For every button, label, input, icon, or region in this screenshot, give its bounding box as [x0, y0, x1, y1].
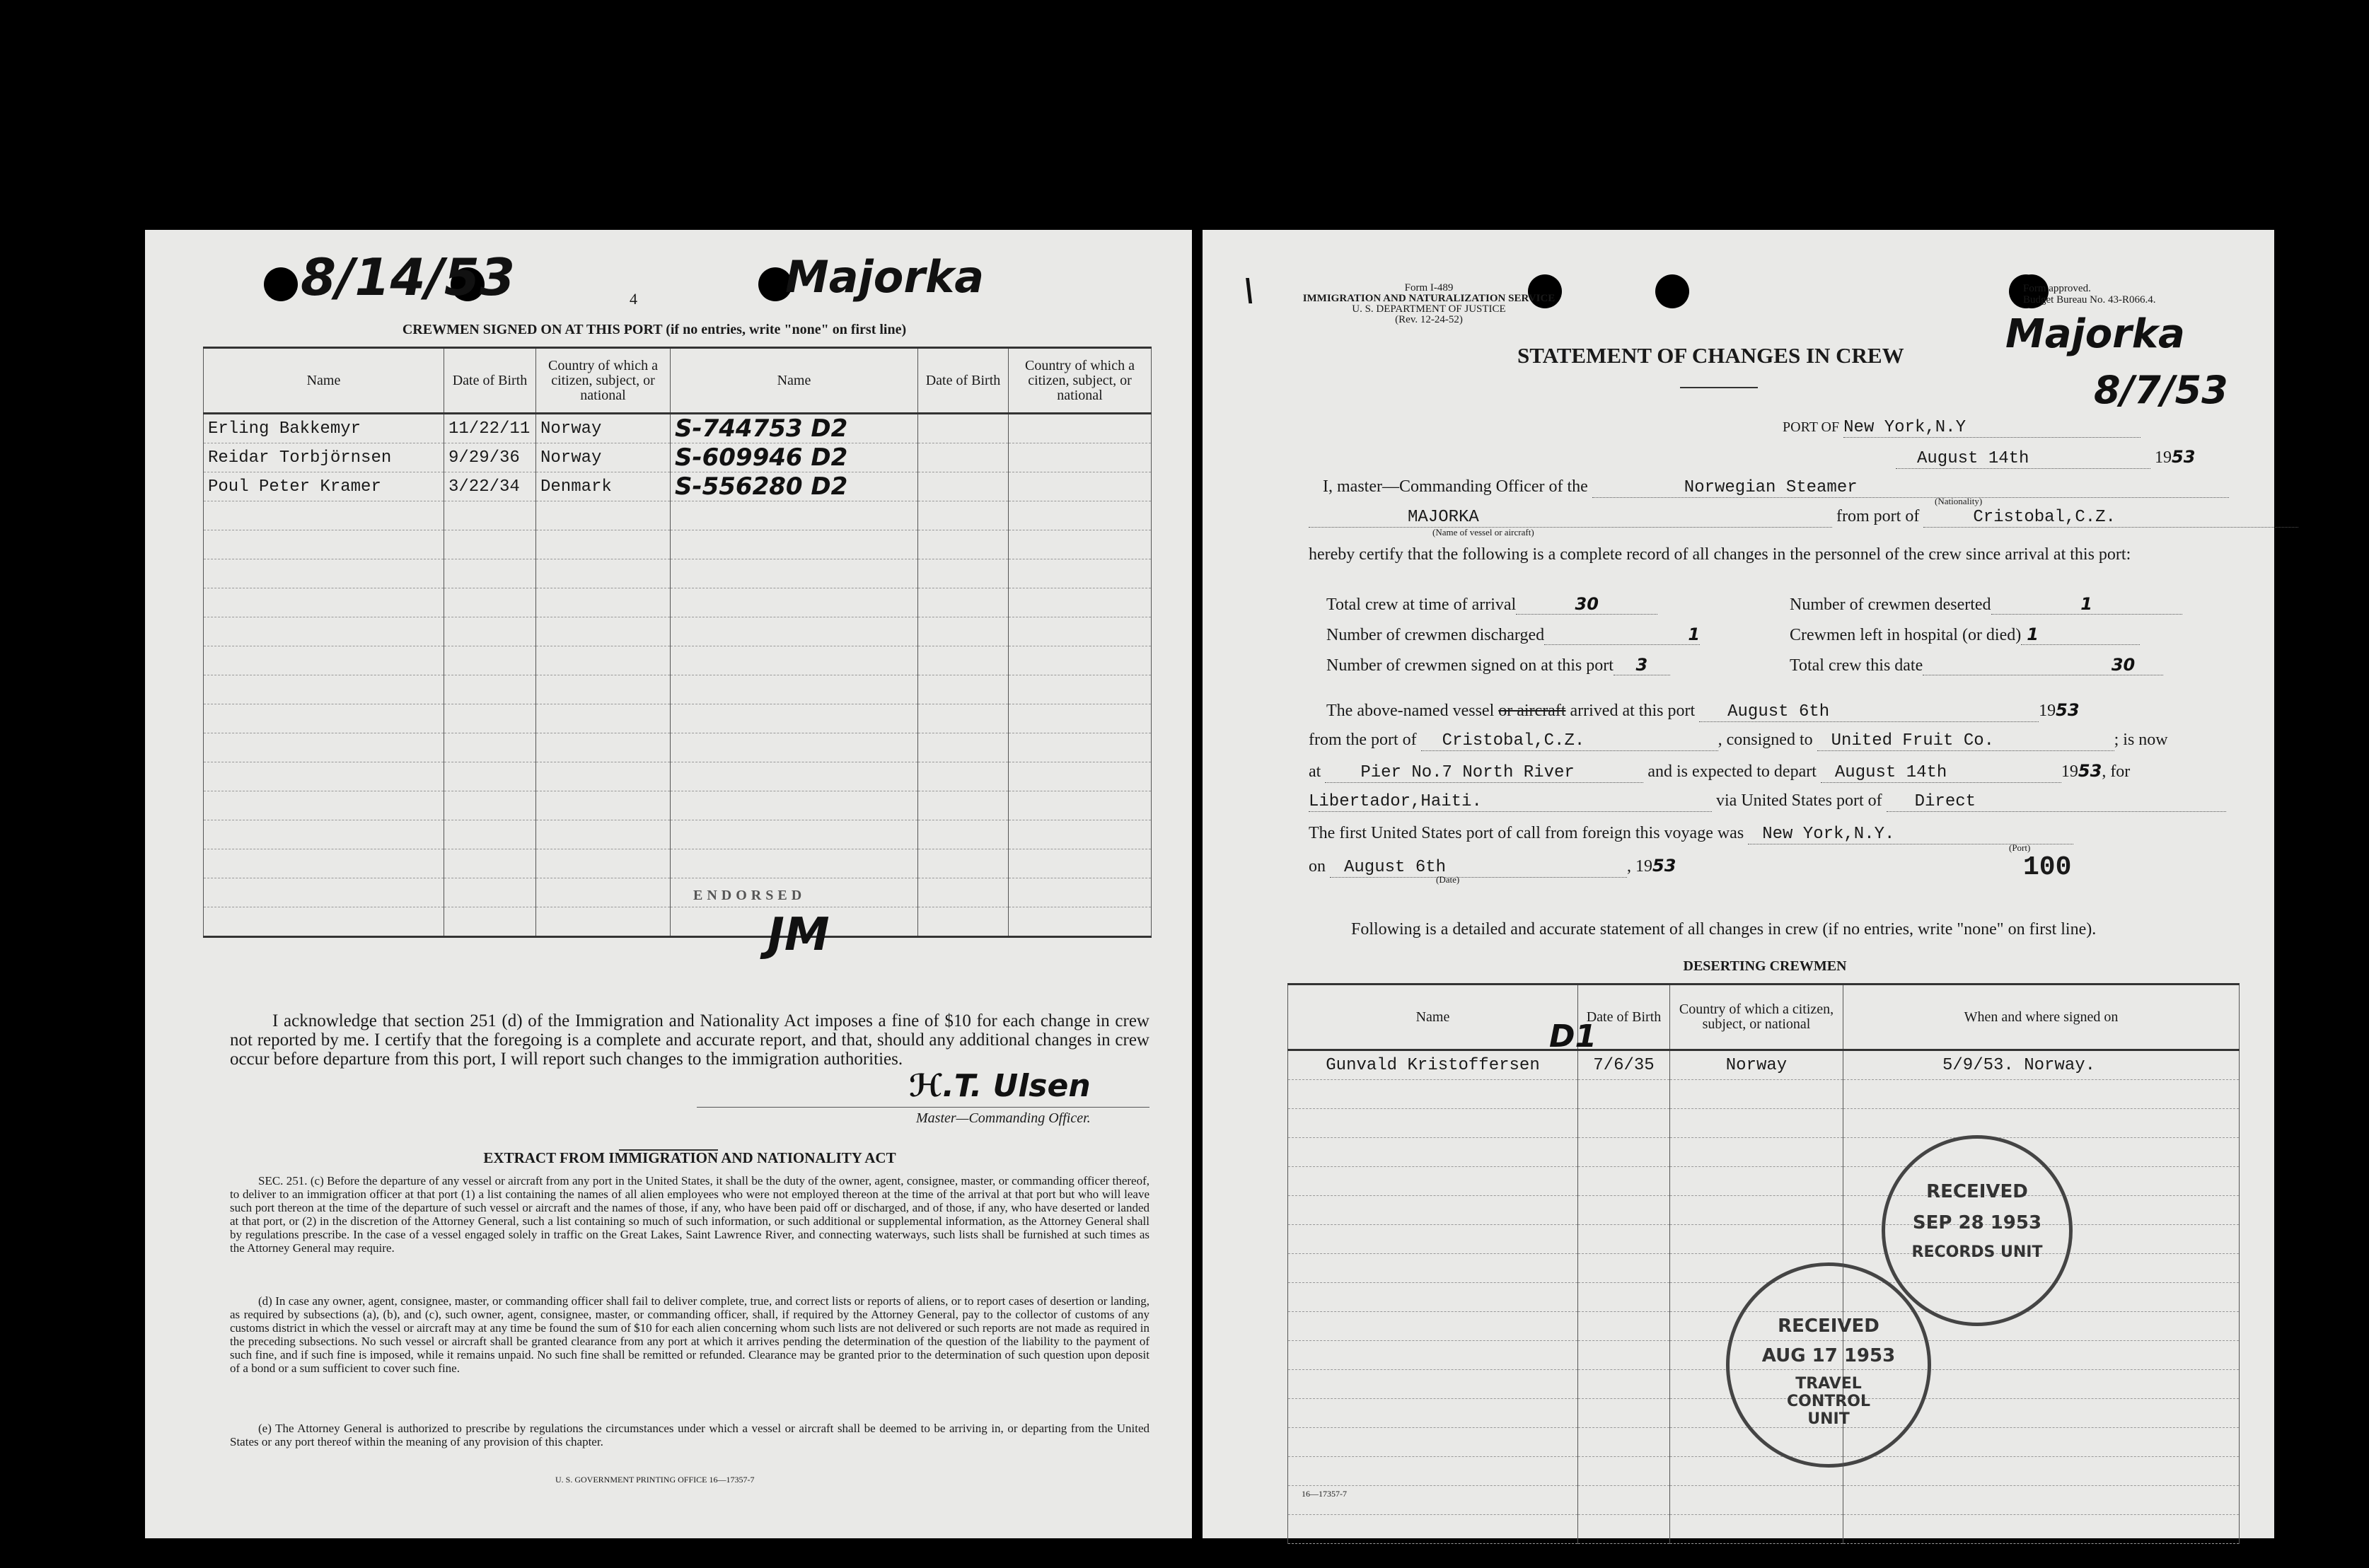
- crew-note: S-556280 D2: [671, 472, 918, 501]
- depart-year: 53: [2078, 761, 2102, 781]
- nationality-value: Norwegian Steamer: [1592, 478, 2229, 498]
- stat-signed-on: Number of crewmen signed on at this port 3: [1326, 655, 1670, 675]
- report-year: 53: [2172, 447, 2196, 467]
- destination: Libertador,Haiti.: [1309, 792, 1712, 812]
- master-signature: ℋ.T. Ulsen: [909, 1068, 1091, 1104]
- form-title: STATEMENT OF CHANGES IN CREW: [1517, 343, 1904, 368]
- consignee: United Fruit Co.: [1817, 731, 2114, 751]
- crew-note: S-609946 D2: [671, 443, 918, 472]
- extract-c: SEC. 251. (c) Before the departure of any vessel or aircraft from any port in the United States, it shall be the duty of the owner, agent, consignee, master, or commanding officer thereof, to deliver to an immigration officer at that port (1) a list containing the names of all alien employees who were not employed thereon at the time of the arrival at that port but who will leave such port thereon at the time of the departure of such vessel or aircraft and the names of those, if any, who have been paid off or discharged, and of those, if any, who have deserted or landed at that port, or (2) in the discretion of the Attorney General, such a list containing so much of such information, or such additional or supplemental information, as the Attorney General shall by regulations prescribe. In the case of a vessel engaged solely in traffic on the Great Lakes, Saint Lawrence River, and connecting waterways, such lists shall be furnished at such times as the Attorney General may require.: [230, 1174, 1149, 1255]
- crew-name: Reidar Torbjörnsen: [204, 443, 444, 472]
- right-page: [1203, 230, 2274, 1538]
- stat-total-arrival: Total crew at time of arrival 30: [1326, 594, 1657, 615]
- printer-line: U. S. GOVERNMENT PRINTING OFFICE 16—17357-7: [555, 1475, 755, 1485]
- depart-date: August 14th: [1821, 763, 2061, 783]
- deserter-mark: D1: [1549, 1018, 1597, 1055]
- first-port: New York,N.Y.: [1748, 825, 2073, 844]
- deserter-signed-on: 5/9/53. Norway.: [1843, 1050, 2240, 1080]
- stat-total-now: Total crew this date 30: [1790, 655, 2163, 675]
- deserter-dob: 7/6/35: [1578, 1050, 1670, 1080]
- form-header: [1280, 283, 1577, 325]
- report-date: August 14th: [1896, 449, 2150, 469]
- deserting-title: DESERTING CREWMEN: [1683, 958, 1847, 974]
- col-country: Country of which a citizen, subject, or national: [536, 348, 671, 414]
- tick-mark: \: [1244, 272, 1256, 308]
- from-line: from the port of Cristobal,C.Z. , consigned to United Fruit Co. ; is now: [1309, 731, 2168, 750]
- port-caption: (Port): [2009, 842, 2031, 853]
- table-row: [204, 472, 1152, 501]
- col-name: Name: [204, 348, 444, 414]
- crew-dob: 11/22/11: [444, 414, 536, 443]
- section-title: CREWMEN SIGNED ON AT THIS PORT (if no entries, write "none" on first line): [402, 322, 907, 337]
- crew-country: Norway: [536, 443, 671, 472]
- from-port-value: Cristobal,C.Z.: [1421, 731, 1718, 751]
- service-name: IMMIGRATION AND NATURALIZATION SERVICE: [1302, 293, 1556, 304]
- master-line: I, master—Commanding Officer of the Norwegian Steamer: [1323, 477, 2229, 498]
- handwritten-date: 8/14/53: [301, 248, 516, 307]
- form-number: Form I-489: [1404, 282, 1454, 294]
- arrival-year: 53: [2056, 700, 2080, 720]
- extract-title: EXTRACT FROM IMMIGRATION AND NATIONALITY ACT: [483, 1149, 896, 1166]
- from-port: Cristobal,C.Z.: [1923, 508, 2298, 528]
- nationality-label: (Nationality): [1935, 496, 1983, 506]
- punch-hole: [264, 267, 298, 301]
- stat-discharged: Number of crewmen discharged 1: [1326, 625, 1701, 644]
- deserter-country: Norway: [1670, 1050, 1843, 1080]
- received-stamp-travel: RECEIVED AUG 17 1953 TRAVEL CONTROL UNIT: [1726, 1262, 1931, 1468]
- port-line: PORT OF New York,N.Y: [1783, 417, 2141, 438]
- extract-e: (e) The Attorney General is authorized to prescribe by regulations the circumstances under which a vessel or aircraft shall be deemed to be arriving in, or departing from the United States or any port thereof within the meaning of any provision of this chapter.: [230, 1422, 1149, 1448]
- page-number: 4: [630, 290, 637, 308]
- destination-line: Libertador,Haiti. via United States port of Direct: [1309, 791, 2226, 812]
- pier: Pier No.7 North River: [1325, 763, 1643, 783]
- department: U. S. DEPARTMENT OF JUSTICE: [1352, 303, 1506, 315]
- col-dob: Date of Birth: [1578, 985, 1670, 1050]
- port-value: New York,N.Y: [1843, 418, 2141, 438]
- table-row: [204, 443, 1152, 472]
- crew-country: Denmark: [536, 472, 671, 501]
- received-stamp-records: RECEIVED SEP 28 1953 RECORDS UNIT: [1882, 1135, 2073, 1326]
- punch-hole: [1655, 274, 1689, 308]
- crew-name: Erling Bakkemyr: [204, 414, 444, 443]
- stat-deserted: Number of crewmen deserted 1: [1790, 594, 2182, 615]
- printer-line: 16—17357-7: [1302, 1489, 1347, 1499]
- revision: (Rev. 12-24-52): [1395, 314, 1463, 325]
- on-date-line: on August 6th , 1953: [1309, 856, 1676, 877]
- first-port-line: The first United States port of call from foreign this voyage was New York,N.Y.: [1309, 824, 2073, 844]
- col-name: Name: [1288, 985, 1578, 1050]
- col-dob: Date of Birth: [918, 348, 1009, 414]
- left-page: [145, 230, 1192, 1538]
- col-dob: Date of Birth: [444, 348, 536, 414]
- signed-on-table: [203, 347, 1152, 938]
- pier-line: at Pier No.7 North River and is expected to depart August 14th 1953, for: [1309, 761, 2131, 782]
- table-row: [1288, 1050, 2240, 1080]
- form-approved: Form approved.: [2023, 283, 2091, 294]
- via-port: Direct: [1887, 792, 2226, 812]
- date-caption: (Date): [1436, 874, 1460, 885]
- endorsed-stamp: ENDORSED: [693, 888, 806, 903]
- budget-number: Budget Bureau No. 43-R066.4.: [2023, 294, 2156, 306]
- stat-hospital: Crewmen left in hospital (or died) 1: [1790, 625, 2140, 645]
- extract-d: (d) In case any owner, agent, consignee, master, or commanding officer shall fail to deliver complete, true, and correct lists or reports of aliens, or to report cases of desertion or landing, as required by subsections (a), (b), and (c), such owner, agent, consignee, master, or commanding officer, shall, if required by the Attorney General, pay to the collector of customs of any customs district in which the vessel or aircraft may at any time be found the sum of $10 for each alien concerning whom such lists are not delivered or such reports are not made as required in the preceding subsections. No such vessel or aircraft shall be granted clearance from any port at which it arrives pending the determination of the question of the liability to the payment of such fine, and if such fine is imposed, while it remains unpaid. No such fine shall be remitted or refunded. Clearance may be granted prior to the determination of such question upon deposit of a bond or a sum sufficient to cover such fine.: [230, 1294, 1149, 1375]
- col-signed-on: When and where signed on: [1843, 985, 2240, 1050]
- crew-country: Norway: [536, 414, 671, 443]
- crew-dob: 3/22/34: [444, 472, 536, 501]
- handwritten-vessel: Majorka: [2005, 311, 2185, 357]
- arrival-date: August 6th: [1699, 702, 2039, 722]
- vessel-label: (Name of vessel or aircraft): [1432, 527, 1534, 538]
- date-line: August 14th 1953: [1896, 447, 2195, 469]
- deserting-table: [1287, 983, 2240, 1544]
- handwritten-vessel: Majorka: [785, 251, 985, 303]
- initials: JM: [768, 909, 830, 961]
- master-label: Master—Commanding Officer.: [916, 1110, 1091, 1126]
- on-date: August 6th: [1330, 858, 1627, 878]
- deserter-name: Gunvald Kristoffersen: [1288, 1050, 1578, 1080]
- col-country: Country of which a citizen, subject, or national: [1670, 985, 1843, 1050]
- on-year: 53: [1652, 856, 1676, 876]
- crew-note: S-744753 D2: [671, 414, 918, 443]
- certify-text: hereby certify that the following is a complete record of all changes in the personnel of the crew since arrival at this port:: [1309, 545, 2131, 564]
- vessel-name: MAJORKA: [1309, 508, 1832, 528]
- arrival-line: The above-named vessel or aircraft arrived at this port August 6th 1953: [1326, 700, 2080, 721]
- handwritten-date: 8/7/53: [2094, 368, 2228, 412]
- crew-name: Poul Peter Kramer: [204, 472, 444, 501]
- following-text: Following is a detailed and accurate statement of all changes in crew (if no entries, write "none" on first line).: [1351, 920, 2097, 939]
- acknowledgement: I acknowledge that section 251 (d) of the Immigration and Nationality Act imposes a fine of $10 for each change in crew not reported by me. I certify that the foregoing is a complete and accurate report, and that, should any additional changes in crew occur before departure from this port, I will report such changes to the immigration authorities.: [230, 1011, 1149, 1069]
- crew-dob: 9/29/36: [444, 443, 536, 472]
- approval-block: [2023, 283, 2155, 306]
- table-row: [204, 414, 1152, 443]
- col-name: Name: [671, 348, 918, 414]
- code-number: 100: [2023, 852, 2072, 883]
- vessel-line: MAJORKA from port of Cristobal,C.Z.: [1309, 507, 2298, 528]
- col-country: Country of which a citizen, subject, or national: [1009, 348, 1152, 414]
